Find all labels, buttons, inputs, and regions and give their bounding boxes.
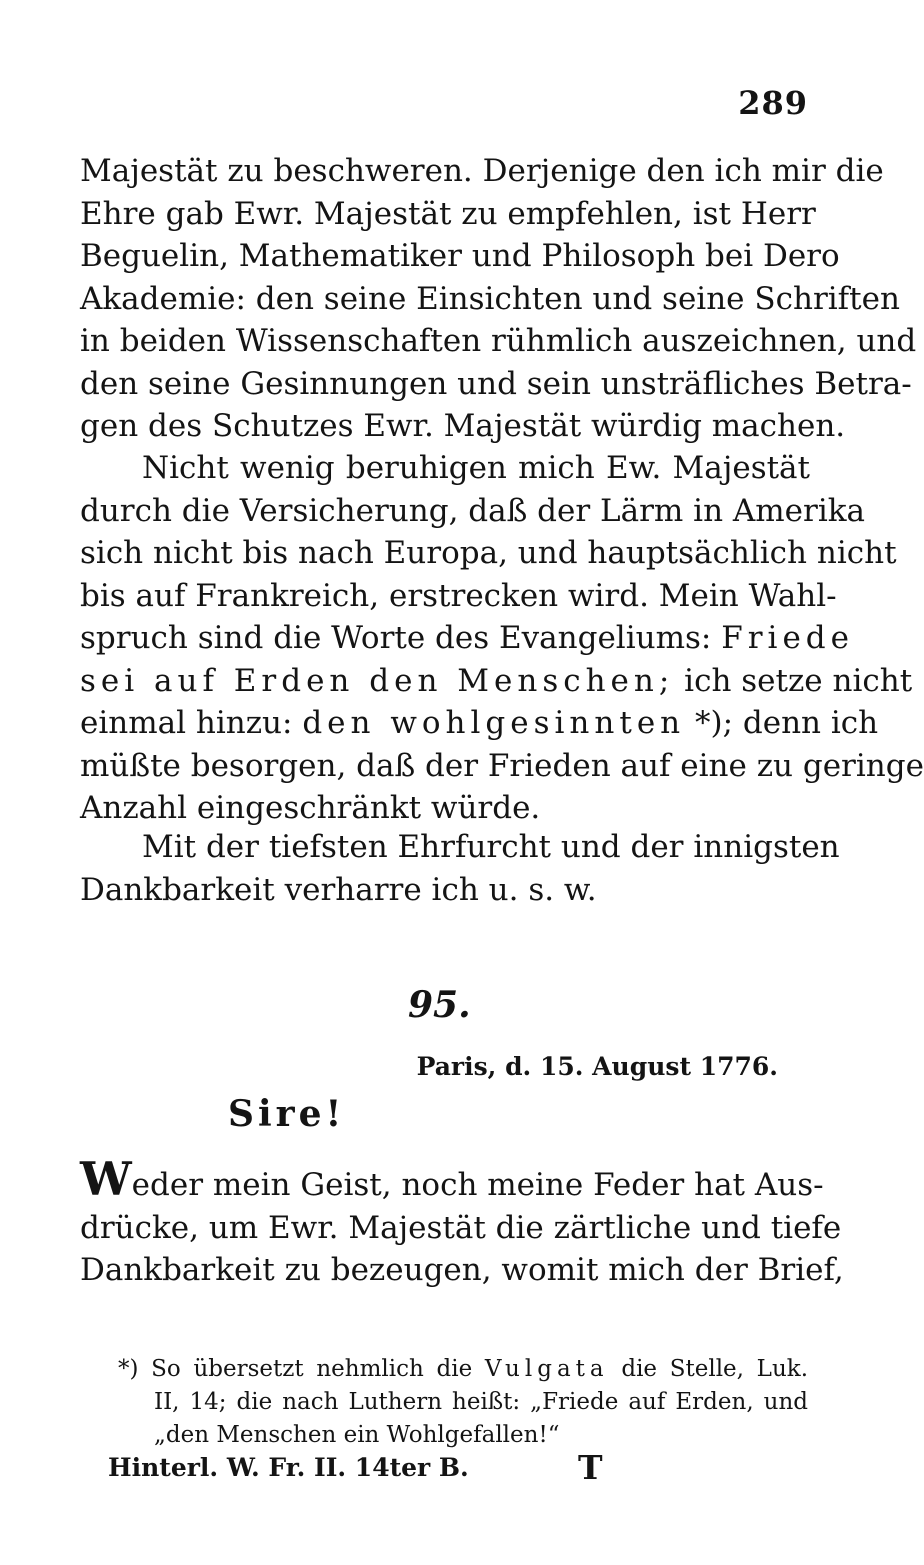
- text-line: Dankbarkeit zu bezeugen, womit mich der Brief,: [80, 1252, 844, 1288]
- footnote-line: [118, 1353, 808, 1386]
- footnote-line: II, 14; die nach Luthern heißt: „Friede auf Erden, und: [154, 1389, 808, 1415]
- spaced-text: sei auf Erden den Menschen;: [80, 662, 675, 699]
- letter-body: [80, 1152, 844, 1292]
- text-run: ich setze nicht: [684, 662, 913, 699]
- text-line: Dankbarkeit verharre ich u. s. w.: [80, 871, 597, 908]
- footnote-line: „den Menschen ein Wohlgefallen!“: [154, 1422, 560, 1448]
- letter-number: 95.: [408, 984, 471, 1026]
- text-line: Beguelin, Mathematiker und Philosoph bei Dero: [80, 238, 840, 274]
- text-line: [80, 1152, 824, 1207]
- text-line: Mit der tiefsten Ehrfurcht und der innigsten: [142, 829, 840, 865]
- text-line: müßte besorgen, daß der Frieden auf eine zu geringe: [80, 747, 924, 784]
- spaced-text: den wohlgesinnten: [302, 705, 686, 741]
- footnote: [118, 1353, 808, 1452]
- text-line: sich nicht bis nach Europa, und hauptsächlich nicht: [80, 535, 897, 571]
- text-line: Akademie: den seine Einsichten und seine Schriften: [80, 280, 900, 317]
- page-number: 289: [738, 84, 808, 122]
- spaced-text: Friede: [721, 620, 854, 656]
- text-line: [80, 702, 879, 745]
- paragraph-2: [80, 447, 924, 830]
- text-line: in beiden Wissenschaften rühmlich auszeichnen, und: [80, 323, 917, 359]
- dateline: Paris, d. 15. August 1776.: [416, 1052, 778, 1081]
- text-run: einmal hinzu:: [80, 705, 293, 741]
- sheet-mark: T: [578, 1448, 603, 1487]
- paragraph-1: [80, 150, 917, 448]
- salutation: Sire!: [228, 1093, 346, 1135]
- text-run: eder mein Geist, noch meine Feder hat Aus-: [131, 1167, 824, 1203]
- footnote-marker: *); denn ich: [695, 705, 879, 741]
- text-line: bis auf Frankreich, erstrecken wird. Mein Wahl-: [80, 577, 837, 614]
- spaced-text: Vulgata: [484, 1356, 609, 1382]
- text-line: Nicht wenig beruhigen mich Ew. Majestät: [142, 450, 810, 486]
- text-line: Ehre gab Ewr. Majestät zu empfehlen, ist Herr: [80, 195, 816, 232]
- initial-letter: W: [80, 1152, 132, 1206]
- text-run: die Stelle, Luk.: [621, 1356, 809, 1382]
- text-line: durch die Versicherung, daß der Lärm in Amerika: [80, 492, 866, 529]
- text-line: Majestät zu beschweren. Derjenige den ich mir die: [80, 153, 884, 189]
- text-line: [80, 617, 854, 660]
- text-run: spruch sind die Worte des Evangeliums:: [80, 620, 712, 656]
- text-run: *) So übersetzt nehmlich die: [118, 1356, 473, 1382]
- text-line: drücke, um Ewr. Majestät die zärtliche und tiefe: [80, 1209, 842, 1246]
- signature-mark: Hinterl. W. Fr. II. 14ter B.: [108, 1453, 469, 1482]
- text-line: den seine Gesinnungen und sein unsträfliches Betra-: [80, 365, 912, 402]
- text-line: Anzahl eingeschränkt würde.: [80, 790, 541, 826]
- text-line: [80, 660, 913, 703]
- paragraph-3: [80, 826, 840, 911]
- text-line: gen des Schutzes Ewr. Majestät würdig machen.: [80, 408, 846, 444]
